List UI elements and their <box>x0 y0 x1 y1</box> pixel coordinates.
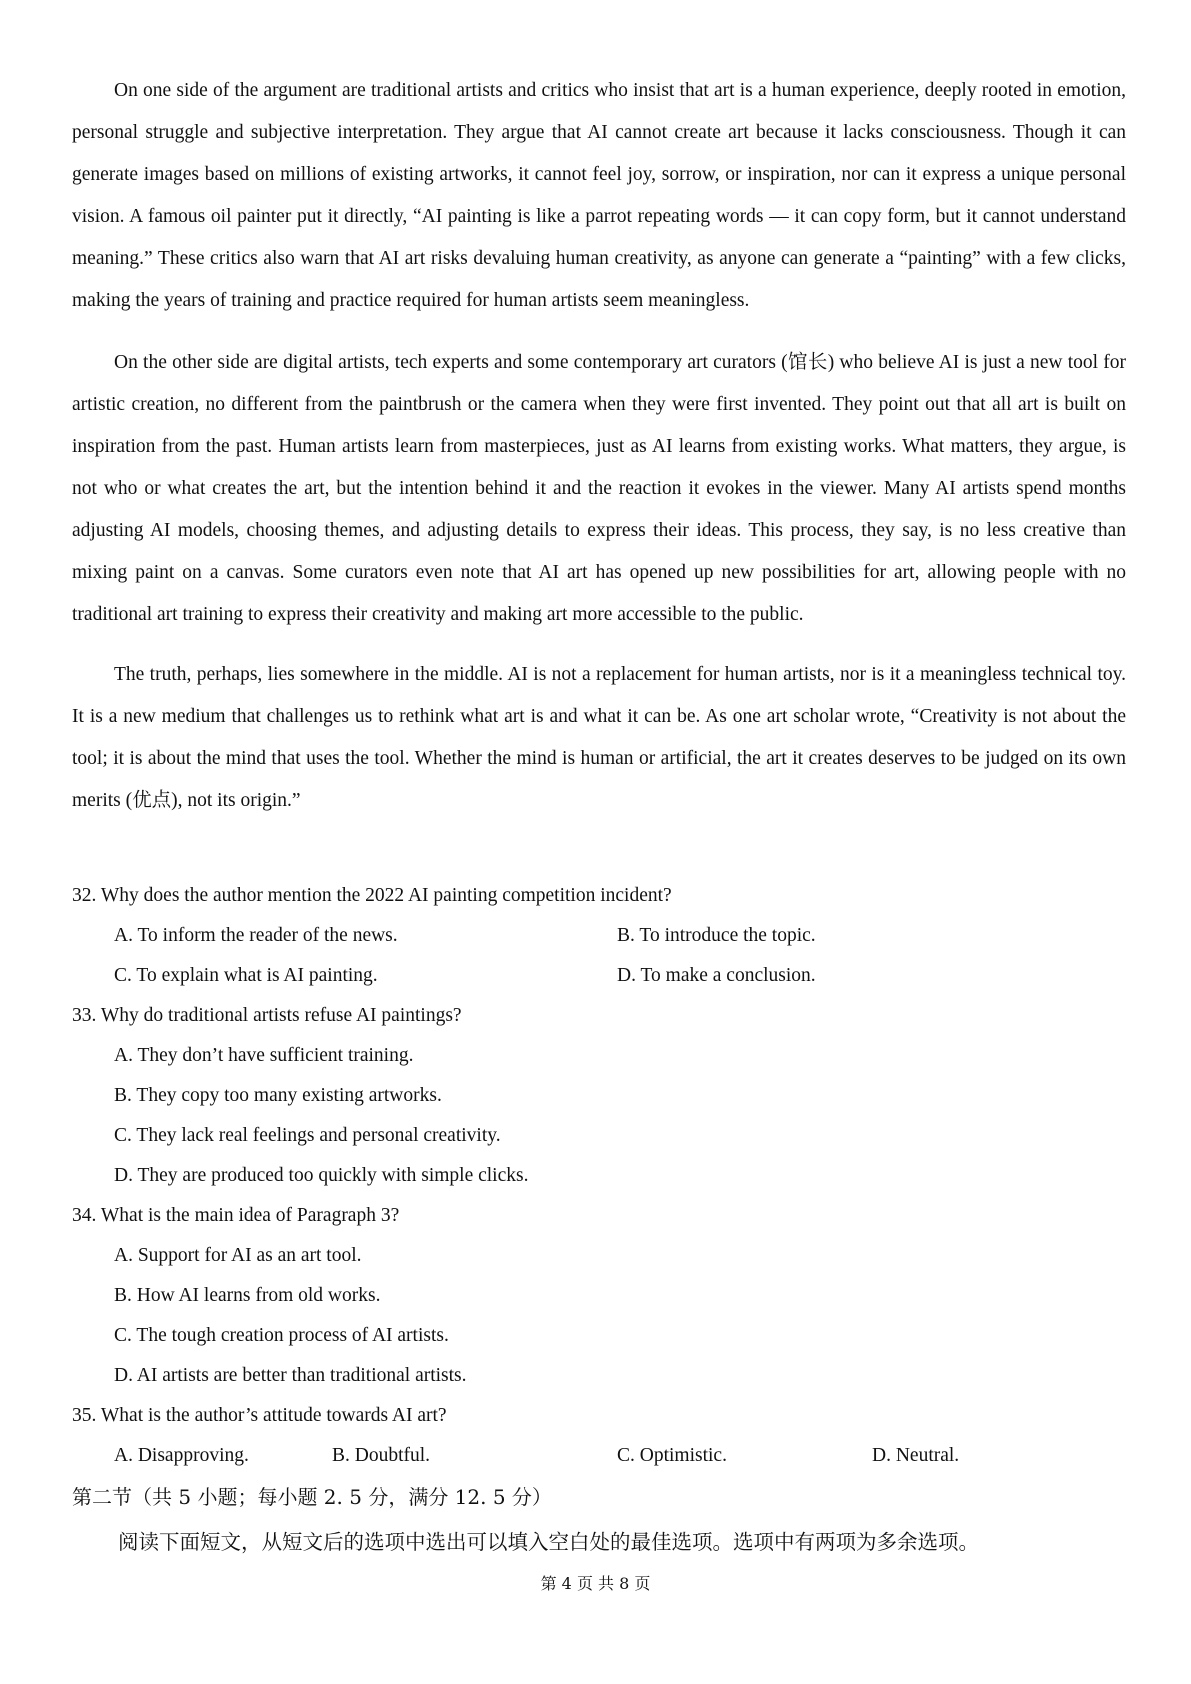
question-33-option-b: B. They copy too many existing artworks. <box>114 1085 442 1106</box>
passage-paragraph-3: The truth, perhaps, lies somewhere in the middle. AI is not a replacement for human artists, nor is it a meaningless technical toy. It is a new medium that challenges us to rethink what art is and what it can be. As one art scholar wrote, “Creativity is not about the tool; it is about the mind that uses the tool. Whether the mind is human or artificial, the art it creates deserves to be judged on its own merits (优点), not its origin.” <box>72 664 1126 811</box>
question-33-option-c: C. They lack real feelings and personal creativity. <box>114 1125 501 1146</box>
page-number-footer: 第 4 页 共 8 页 <box>540 1574 651 1593</box>
question-34-option-c: C. The tough creation process of AI artists. <box>114 1325 449 1346</box>
passage-paragraph-2: On the other side are digital artists, tech experts and some contemporary art curators (馆长) who believe AI is just a new tool for artistic creation, no different from the paintbrush or the camera when they were first invented. They point out that all art is built on inspiration from the past. Human artists learn from masterpieces, just as AI learns from existing works. What matters, they argue, is not who or what creates the art, but the intention behind it and the reaction it evokes in the viewer. Many AI artists spend months adjusting AI models, choosing themes, and adjusting details to express their ideas. This process, they say, is no less creative than mixing paint on a canvas. Some curators even note that AI art has opened up new possibilities for art, allowing people with no traditional art training to express their creativity and making art more accessible to the public. <box>72 352 1126 625</box>
question-34-option-a: A. Support for AI as an art tool. <box>114 1245 362 1266</box>
question-35-option-c: C. Optimistic. <box>617 1445 727 1466</box>
question-32-option-d: D. To make a conclusion. <box>617 965 816 986</box>
question-33-option-a: A. They don’t have sufficient training. <box>114 1045 414 1066</box>
passage-paragraph-1: On one side of the argument are traditional artists and critics who insist that art is a human experience, deeply rooted in emotion, personal struggle and subjective interpretation. They argue that AI cannot create art because it lacks consciousness. Though it can generate images based on millions of existing artworks, it cannot feel joy, sorrow, or inspiration, nor can it express a unique personal vision. A famous oil painter put it directly, “AI painting is like a parrot repeating words — it can copy form, but it cannot understand meaning.” These critics also warn that AI art risks devaluing human creativity, as anyone can generate a “painting” with a few clicks, making the years of training and practice required for human artists seem meaningless. <box>72 80 1126 311</box>
question-32-option-a: A. To inform the reader of the news. <box>114 925 398 946</box>
section-heading: 第二节（共 5 小题；每小题 2. 5 分，满分 12. 5 分） <box>72 1485 552 1509</box>
question-35-option-a: A. Disapproving. <box>114 1445 249 1466</box>
section-instruction: 阅读下面短文，从短文后的选项中选出可以填入空白处的最佳选项。选项中有两项为多余选项。 <box>118 1530 979 1554</box>
question-33-option-d: D. They are produced too quickly with simple clicks. <box>114 1165 529 1186</box>
question-35-option-b: B. Doubtful. <box>332 1445 431 1466</box>
question-35-stem: 35. What is the author’s attitude towards AI art? <box>72 1405 447 1426</box>
question-32-stem: 32. Why does the author mention the 2022 AI painting competition incident? <box>72 885 672 906</box>
question-32-option-c: C. To explain what is AI painting. <box>114 965 378 986</box>
question-34-stem: 34. What is the main idea of Paragraph 3? <box>72 1205 400 1226</box>
question-34-option-b: B. How AI learns from old works. <box>114 1285 381 1306</box>
question-32-option-b: B. To introduce the topic. <box>617 925 816 946</box>
question-33-stem: 33. Why do traditional artists refuse AI paintings? <box>72 1005 462 1026</box>
question-34-option-d: D. AI artists are better than traditional artists. <box>114 1365 467 1386</box>
question-35-option-d: D. Neutral. <box>872 1445 960 1466</box>
